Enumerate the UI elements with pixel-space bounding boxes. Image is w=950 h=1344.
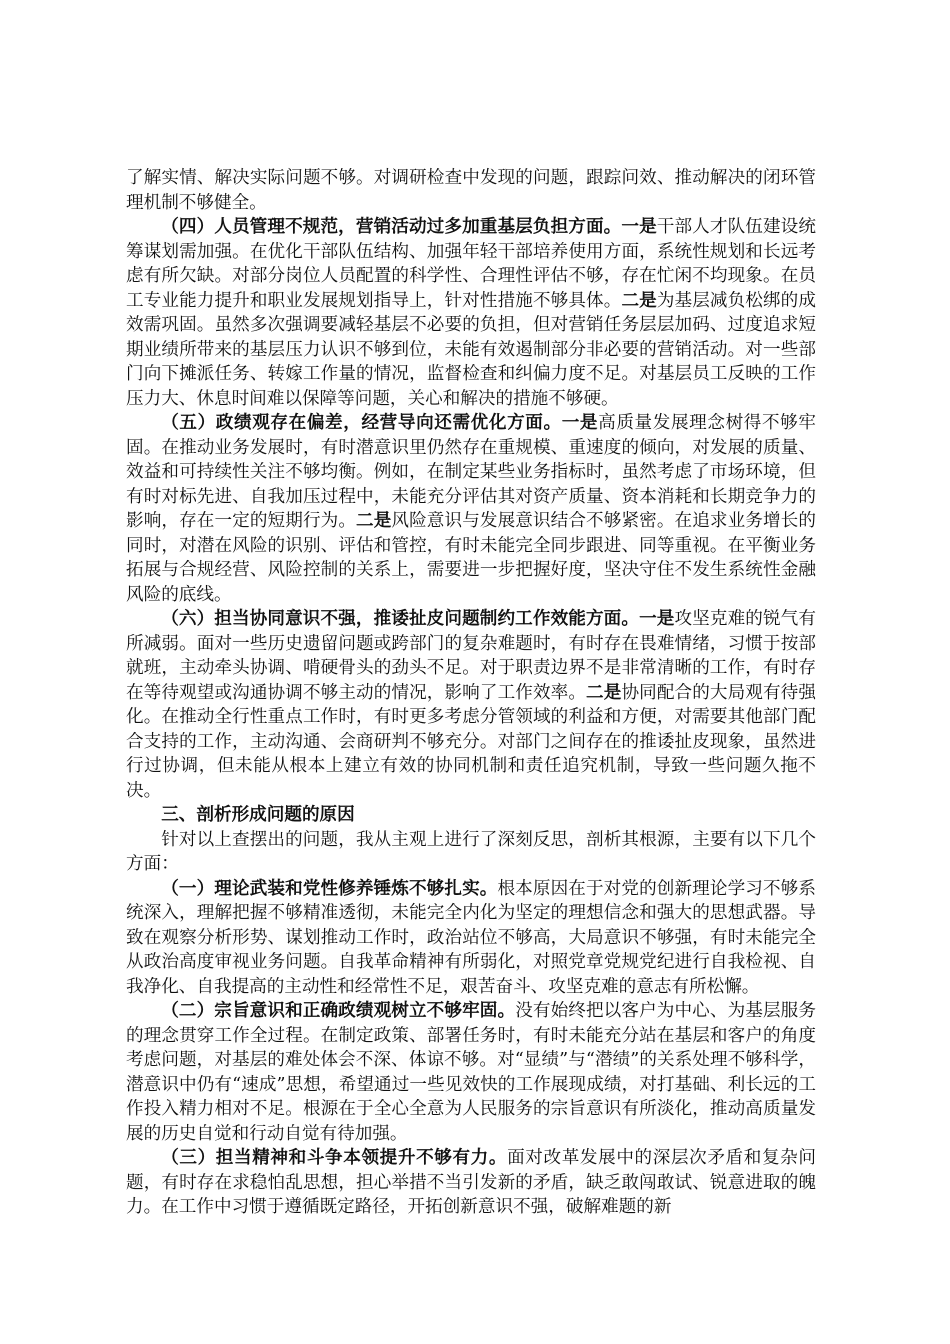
paragraph-text: 没有始终把以客户为中心、为基层服务的理念贯穿工作全过程。在制定政策、部署任务时，有时未能充分站在基层和客户的角度考虑问题，对基层的难处体会不深、体谅不够。对“显绩”与“潜绩”的关系处理不够科学，潜意识中仍有“速成”思想，希望通过一些见效快的工作展现成绩，对打基础、利长远的工作投入精力相对不足。根源在于全心全意为人民服务的宗旨意识有所淡化，推动高质量发展的历史自觉和行动自觉有待加强。 [126, 1001, 816, 1144]
paragraph-text: 根本原因在于对党的创新理论学习不够系统深入，理解把握不够精准透彻，未能完全内化为坚定的理想信念和强大的思想武器。导致在观察分析形势、谋划推动工作时，政治站位不够高，大局意识不够强，有时未能完全从政治高度审视业务问题。自我革命精神有所弱化，对照党章党规党纪进行自我检视、自我净化、自我提高的主动性和经常性不足，艰苦奋斗、攻坚克难的意志有所松懈。 [126, 878, 816, 997]
heading-text: 三、剖析形成问题的原因 [161, 804, 355, 825]
point-lead: 二是 [586, 681, 622, 703]
section-lead: （二）宗旨意识和正确政绩观树立不够牢固。 [161, 1000, 516, 1021]
section-lead: （一）理论武装和党性修养锤炼不够扎实。 [161, 877, 498, 899]
paragraph-text: 面对改革发展中的深层次矛盾和复杂问题，有时存在求稳怕乱思想，担心举措不当引发新的矛盾，缺乏敢闯敢试、锐意进取的魄力。在工作中习惯于遵循既定路径，开拓创新意识不强，破解难题的新 [126, 1148, 816, 1217]
paragraph-text: 风险意识与发展意识结合不够紧密。在追求业务增长的同时，对潜在风险的识别、评估和管控，有时未能完全同步跟进、同等重视。在平衡业务拓展与合规经营、风险控制的关系上，需要进一步把握好度，坚决守住不发生系统性金融风险的底线。 [126, 511, 816, 605]
paragraph-continuation [126, 166, 816, 215]
section-lead: （六）担当协同意识不强，推诿扯皮问题制约工作效能方面。一是 [161, 608, 675, 629]
paragraph-text: 为基层减负松绑的成效需巩固。虽然多次强调要减轻基层不必要的负担，但对营销任务层层加码、过度追求短期业绩所带来的基层压力认识不够到位，未能有效遏制部分非必要的营销活动。对一些部门向下摊派任务、转嫁工作量的情况，监督检查和纠偏力度不足。对基层员工反映的工作压力大、休息时间难以保障等问题，关心和解决的措施不够硬。 [126, 290, 816, 409]
section-lead: （五）政绩观存在偏差，经营导向还需优化方面。一是 [161, 412, 599, 433]
document-body [126, 166, 816, 1220]
point-lead: 二是 [621, 289, 657, 311]
paragraph-text: 针对以上查摆出的问题，我从主观上进行了深刻反思，剖析其根源，主要有以下几个方面： [126, 829, 816, 874]
paragraph-intro [126, 828, 816, 877]
paragraph-text: 高质量发展理念树得不够牢固。在推动业务发展时，有时潜意识里仍然存在重规模、重速度的倾向，对发展的质量、效益和可持续性关注不够均衡。例如，在制定某些业务指标时，虽然考虑了市场环境，但有时对标先进、自我加压过程中，未能充分评估其对资产质量、资本消耗和长期竞争力的影响，存在一定的短期行为。 [126, 413, 816, 531]
section-heading-causes [126, 803, 816, 828]
section-lead: （三）担当精神和斗争本领提升不够有力。 [161, 1147, 508, 1168]
paragraph-text: 攻坚克难的锐气有所减弱。面对一些历史遗留问题或跨部门的复杂难题时，有时存在畏难情绪，习惯于按部就班，主动牵头协调、啃硬骨头的劲头不足。对于职责边界不是非常清晰的工作，有时存在等待观望或沟通协调不够主动的情况，影响了工作效率。 [126, 609, 816, 703]
paragraph-cause-3 [126, 1146, 816, 1220]
point-lead: 二是 [356, 510, 392, 531]
paragraph-cause-1 [126, 877, 816, 1000]
paragraph-cause-2 [126, 999, 816, 1146]
paragraph-text: 了解实情、解决实际问题不够。对调研检查中发现的问题，跟踪问效、推动解决的闭环管理机制不够健全。 [126, 168, 816, 213]
paragraph-text: 协同配合的大局观有待强化。在推动全行性重点工作时，有时更多考虑分管领域的利益和方便，对需要其他部门配合支持的工作，主动沟通、会商研判不够充分。对部门之间存在的推诿扯皮现象，虽然进行过协调，但未能从根本上建立有效的协同机制和责任追究机制，导致一些问题久拖不决。 [126, 682, 816, 801]
paragraph-section-4 [126, 215, 816, 411]
section-lead: （四）人员管理不规范，营销活动过多加重基层负担方面。一是 [161, 216, 657, 237]
paragraph-text: 干部人才队伍建设统筹谋划需加强。在优化干部队伍结构、加强年轻干部培养使用方面，系统性规划和长远考虑有所欠缺。对部分岗位人员配置的科学性、合理性评估不够，存在忙闲不均现象。在员工专业能力提升和职业发展规划指导上，针对性措施不够具体。 [126, 217, 816, 311]
paragraph-section-6 [126, 607, 816, 803]
paragraph-section-5 [126, 411, 816, 607]
